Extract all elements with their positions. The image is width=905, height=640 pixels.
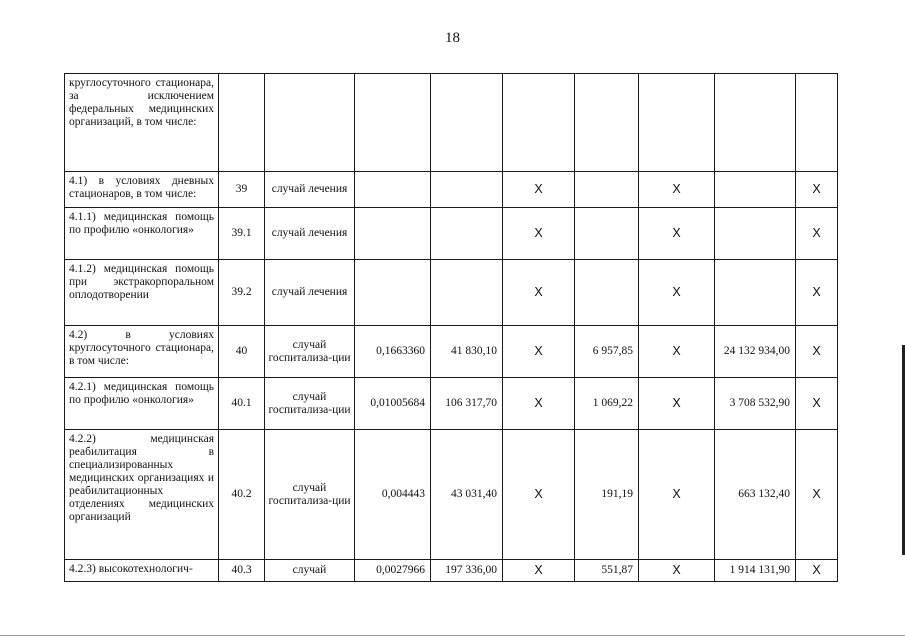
table-row <box>65 560 838 582</box>
row-col10-cell: X <box>796 430 838 560</box>
row-col6-cell: X <box>503 208 575 260</box>
row-col6-cell: X <box>503 430 575 560</box>
row-col9-cell <box>715 208 796 260</box>
row-name-cell: 4.1.1) медицинская помощь по профилю «онкология» <box>65 208 219 260</box>
row-norm-cell <box>355 74 431 172</box>
row-col10-cell: X <box>796 378 838 430</box>
row-line-number-cell: 40.1 <box>219 378 265 430</box>
row-col7-cell <box>575 208 639 260</box>
row-col10-cell: X <box>796 326 838 378</box>
row-col7-cell: 6 957,85 <box>575 326 639 378</box>
row-col6-cell: X <box>503 378 575 430</box>
row-col10-cell: X <box>796 560 838 582</box>
row-norm-cell: 0,0027966 <box>355 560 431 582</box>
row-line-number-cell: 39.2 <box>219 260 265 326</box>
row-col8-cell: X <box>639 172 715 208</box>
row-name-cell: 4.2.1) медицинская помощь по профилю «онкология» <box>65 378 219 430</box>
row-norm-cell: 0,1663360 <box>355 326 431 378</box>
row-col8-cell: X <box>639 430 715 560</box>
row-col8-cell: X <box>639 208 715 260</box>
row-unit-cell: случай лечения <box>265 260 355 326</box>
row-col9-cell <box>715 74 796 172</box>
row-line-number-cell <box>219 74 265 172</box>
budget-table <box>64 73 838 582</box>
table-row <box>65 430 838 560</box>
table-row <box>65 326 838 378</box>
row-cost-cell: 41 830,10 <box>431 326 503 378</box>
table-row <box>65 260 838 326</box>
row-unit-cell: случай госпитализа-ции <box>265 430 355 560</box>
row-col6-cell: X <box>503 560 575 582</box>
row-col9-cell: 3 708 532,90 <box>715 378 796 430</box>
row-cost-cell <box>431 172 503 208</box>
row-cost-cell <box>431 74 503 172</box>
row-col10-cell: X <box>796 260 838 326</box>
row-col8-cell: X <box>639 560 715 582</box>
row-col8-cell: X <box>639 378 715 430</box>
row-col9-cell: 663 132,40 <box>715 430 796 560</box>
row-norm-cell <box>355 260 431 326</box>
row-name-cell: 4.1) в условиях дневных стационаров, в том числе: <box>65 172 219 208</box>
page-number: 18 <box>445 30 460 46</box>
row-col7-cell <box>575 74 639 172</box>
row-col9-cell <box>715 172 796 208</box>
row-col6-cell: X <box>503 172 575 208</box>
row-unit-cell: случай госпитализа-ции <box>265 378 355 430</box>
row-col7-cell: 1 069,22 <box>575 378 639 430</box>
row-col10-cell <box>796 74 838 172</box>
row-unit-cell: случай <box>265 560 355 582</box>
row-col7-cell <box>575 172 639 208</box>
row-col9-cell: 1 914 131,90 <box>715 560 796 582</box>
row-col7-cell: 191,19 <box>575 430 639 560</box>
row-cost-cell <box>431 260 503 326</box>
row-cost-cell: 106 317,70 <box>431 378 503 430</box>
row-col9-cell <box>715 260 796 326</box>
row-norm-cell <box>355 208 431 260</box>
row-name-cell: 4.2.2) медицинская реабилитация в специализированных медицинских организациях и реабилитационных отделениях медицинских организаций <box>65 430 219 560</box>
row-norm-cell <box>355 172 431 208</box>
row-col10-cell: X <box>796 172 838 208</box>
row-cost-cell: 43 031,40 <box>431 430 503 560</box>
row-line-number-cell: 40.3 <box>219 560 265 582</box>
row-cost-cell <box>431 208 503 260</box>
table-row <box>65 74 838 172</box>
row-unit-cell: случай лечения <box>265 172 355 208</box>
row-name-cell: 4.2.3) высокотехнологич- <box>65 560 219 582</box>
row-name-cell: 4.2) в условиях круглосуточного стационара, в том числе: <box>65 326 219 378</box>
table-row <box>65 208 838 260</box>
row-col7-cell: 551,87 <box>575 560 639 582</box>
row-norm-cell: 0,004443 <box>355 430 431 560</box>
row-col6-cell: X <box>503 326 575 378</box>
row-name-cell: круглосуточного стационара, за исключением федеральных медицинских организаций, в том числе: <box>65 74 219 172</box>
row-line-number-cell: 39.1 <box>219 208 265 260</box>
row-line-number-cell: 39 <box>219 172 265 208</box>
row-line-number-cell: 40.2 <box>219 430 265 560</box>
row-col6-cell: X <box>503 260 575 326</box>
row-name-cell: 4.1.2) медицинская помощь при экстракорпоральном оплодотворении <box>65 260 219 326</box>
bottom-rule <box>0 635 905 636</box>
row-unit-cell: случай лечения <box>265 208 355 260</box>
table-row <box>65 172 838 208</box>
row-col8-cell: X <box>639 260 715 326</box>
row-col6-cell <box>503 74 575 172</box>
row-unit-cell: случай госпитализа-ции <box>265 326 355 378</box>
row-col8-cell <box>639 74 715 172</box>
row-col9-cell: 24 132 934,00 <box>715 326 796 378</box>
row-col7-cell <box>575 260 639 326</box>
row-col10-cell: X <box>796 208 838 260</box>
table-row <box>65 378 838 430</box>
row-cost-cell: 197 336,00 <box>431 560 503 582</box>
row-norm-cell: 0,01005684 <box>355 378 431 430</box>
row-col8-cell: X <box>639 326 715 378</box>
row-line-number-cell: 40 <box>219 326 265 378</box>
row-unit-cell <box>265 74 355 172</box>
